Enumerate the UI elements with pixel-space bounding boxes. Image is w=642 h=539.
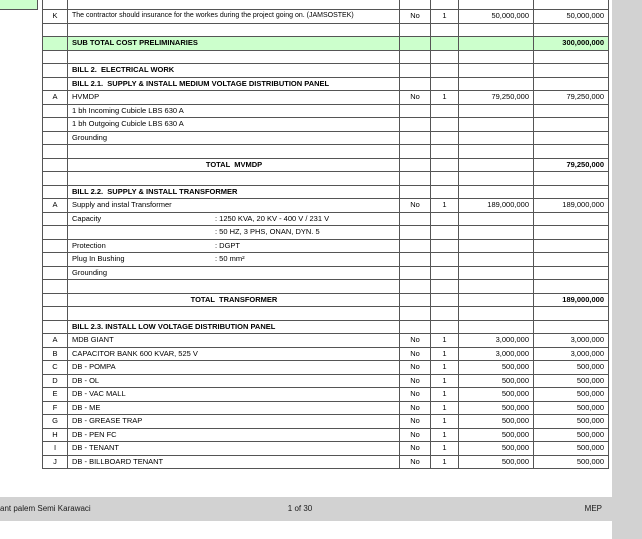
cell-total-price: 3,000,000 <box>534 348 609 362</box>
cell-qty <box>431 213 459 227</box>
cell-description: DB - POMPA <box>68 361 400 375</box>
cell-item-letter: G <box>42 415 68 429</box>
section-row <box>42 186 609 200</box>
cell-qty <box>431 51 459 65</box>
item-row <box>42 429 609 443</box>
table-row <box>42 132 609 146</box>
cell-unit: No <box>400 10 431 24</box>
cell-qty: 1 <box>431 91 459 105</box>
cell-qty <box>431 307 459 321</box>
spec-value: : DGPT <box>215 240 241 250</box>
cell-total-price: 300,000,000 <box>534 37 609 51</box>
cell-total-price <box>534 321 609 335</box>
cell-total-price: 500,000 <box>534 442 609 456</box>
cell-qty: 1 <box>431 442 459 456</box>
cell-description: BILL 2.2. SUPPLY & INSTALL TRANSFORMER <box>68 186 400 200</box>
cell-item-letter <box>42 186 68 200</box>
cell-unit <box>400 307 431 321</box>
cell-item-letter <box>42 240 68 254</box>
cell-qty: 1 <box>431 375 459 389</box>
item-row <box>42 456 609 470</box>
cell-item-letter <box>42 159 68 173</box>
cell-unit-price: 500,000 <box>459 456 534 470</box>
cell-unit <box>400 24 431 38</box>
cell-description: CAPACITOR BANK 600 KVAR, 525 V <box>68 348 400 362</box>
cell-qty: 1 <box>431 415 459 429</box>
cell-total-price <box>534 78 609 92</box>
table-row <box>42 145 609 159</box>
cell-item-letter <box>42 294 68 308</box>
section-row <box>42 78 609 92</box>
cell-unit-price <box>459 118 534 132</box>
cell-item-letter <box>42 78 68 92</box>
footer-discipline: MEP <box>584 504 602 513</box>
cell-description: DB - VAC MALL <box>68 388 400 402</box>
cell-description <box>68 145 400 159</box>
cell-qty <box>431 280 459 294</box>
cell-description <box>68 280 400 294</box>
cell-qty: 1 <box>431 334 459 348</box>
table-row <box>42 118 609 132</box>
cell-item-letter: C <box>42 361 68 375</box>
subtotal-row <box>42 37 609 51</box>
cell-total-price <box>534 145 609 159</box>
cell-unit <box>400 267 431 281</box>
cell-unit-price <box>459 51 534 65</box>
cell-total-price: 500,000 <box>534 375 609 389</box>
cell-qty <box>431 64 459 78</box>
cell-unit <box>400 240 431 254</box>
table-row <box>42 307 609 321</box>
cell-qty: 1 <box>431 402 459 416</box>
cell-unit <box>400 132 431 146</box>
cell-item-letter: A <box>42 334 68 348</box>
cell-description: DB - OL <box>68 375 400 389</box>
cell-unit-price <box>459 267 534 281</box>
item-row <box>42 375 609 389</box>
cell-unit-price: 3,000,000 <box>459 334 534 348</box>
cell-item-letter: J <box>42 456 68 470</box>
table-row <box>42 240 609 254</box>
cell-unit-price: 500,000 <box>459 442 534 456</box>
cell-total-price: 189,000,000 <box>534 199 609 213</box>
cell-unit-price <box>459 226 534 240</box>
cell-description: BILL 2.1. SUPPLY & INSTALL MEDIUM VOLTAGE DISTRIBUTION PANEL <box>68 78 400 92</box>
cell-total-price: 79,250,000 <box>534 91 609 105</box>
cell-description: Grounding <box>68 267 400 281</box>
cell-description <box>68 172 400 186</box>
cell-total-price: 500,000 <box>534 402 609 416</box>
cell-unit <box>400 294 431 308</box>
cell-unit-price: 500,000 <box>459 375 534 389</box>
cell-description: DB - TENANT <box>68 442 400 456</box>
item-row <box>42 361 609 375</box>
item-row <box>42 442 609 456</box>
cell-unit: No <box>400 442 431 456</box>
cell-item-letter <box>42 226 68 240</box>
cell-qty <box>431 118 459 132</box>
cell-unit-price <box>459 213 534 227</box>
cell-unit: No <box>400 375 431 389</box>
cell-unit-price <box>459 24 534 38</box>
cell-item-letter <box>42 105 68 119</box>
cell-qty: 1 <box>431 348 459 362</box>
table-row <box>42 253 609 267</box>
table-row <box>42 213 609 227</box>
footer-page-number: 1 of 30 <box>287 504 313 513</box>
cell-item-letter: D <box>42 375 68 389</box>
cell-unit <box>400 321 431 335</box>
cell-unit: No <box>400 199 431 213</box>
cell-qty: 1 <box>431 388 459 402</box>
table-row <box>42 226 609 240</box>
cell-item-letter <box>42 37 68 51</box>
spec-label: Capacity <box>72 213 102 223</box>
total-row <box>42 159 609 173</box>
cell-unit <box>400 37 431 51</box>
cell-description: MDB GIANT <box>68 334 400 348</box>
cell-total-price <box>534 105 609 119</box>
cell-item-letter <box>42 0 68 10</box>
cell-description: Supply and instal Transformer <box>68 199 400 213</box>
cell-unit <box>400 280 431 294</box>
cell-description: HVMDP <box>68 91 400 105</box>
cell-unit-price <box>459 37 534 51</box>
cell-description: Grounding <box>68 132 400 146</box>
cell-total-price: 189,000,000 <box>534 294 609 308</box>
item-row <box>42 91 609 105</box>
cell-unit: No <box>400 334 431 348</box>
cell-unit-price: 79,250,000 <box>459 91 534 105</box>
cell-description <box>68 24 400 38</box>
cell-total-price: 500,000 <box>534 456 609 470</box>
cell-item-letter <box>42 172 68 186</box>
cell-unit-price <box>459 132 534 146</box>
cell-unit-price: 50,000,000 <box>459 10 534 24</box>
spec-value: : 1250 KVA, 20 KV - 400 V / 231 V <box>215 213 330 223</box>
cell-total-price <box>534 267 609 281</box>
section-row <box>42 321 609 335</box>
spec-value: : 50 mm² <box>215 254 245 263</box>
cell-qty: 1 <box>431 199 459 213</box>
cell-unit: No <box>400 402 431 416</box>
cell-unit: No <box>400 388 431 402</box>
cell-unit-price <box>459 307 534 321</box>
cell-qty <box>431 132 459 146</box>
cell-description <box>68 240 400 254</box>
cell-total-price <box>534 0 609 10</box>
cell-unit-price <box>459 172 534 186</box>
cell-unit <box>400 172 431 186</box>
cell-item-letter: E <box>42 388 68 402</box>
cell-unit <box>400 78 431 92</box>
cell-description <box>68 0 400 10</box>
cell-qty <box>431 226 459 240</box>
spec-label: Protection <box>72 240 106 250</box>
cell-item-letter: B <box>42 348 68 362</box>
cell-unit: No <box>400 415 431 429</box>
cell-description <box>68 226 400 240</box>
cell-qty: 1 <box>431 456 459 470</box>
cell-item-letter <box>42 64 68 78</box>
cell-unit: No <box>400 361 431 375</box>
item-row <box>42 402 609 416</box>
cell-qty <box>431 78 459 92</box>
item-row <box>42 348 609 362</box>
cell-total-price <box>534 172 609 186</box>
item-row <box>42 334 609 348</box>
cell-unit-price <box>459 321 534 335</box>
footer-project-name: ant palem Semi Karawaci <box>0 504 91 513</box>
cell-qty <box>431 159 459 173</box>
cell-description: TOTAL TRANSFORMER <box>68 294 400 308</box>
cell-unit <box>400 226 431 240</box>
cell-unit <box>400 64 431 78</box>
cell-qty <box>431 186 459 200</box>
cell-unit-price <box>459 186 534 200</box>
cell-description: DB - GREASE TRAP <box>68 415 400 429</box>
cell-unit <box>400 186 431 200</box>
cell-item-letter <box>42 24 68 38</box>
cell-unit-price <box>459 78 534 92</box>
cell-total-price <box>534 280 609 294</box>
cell-item-letter <box>42 321 68 335</box>
cell-unit-price: 500,000 <box>459 402 534 416</box>
cell-description: DB - PEN FC <box>68 429 400 443</box>
cell-unit <box>400 0 431 10</box>
cell-total-price: 79,250,000 <box>534 159 609 173</box>
cell-unit-price: 500,000 <box>459 361 534 375</box>
cell-unit <box>400 118 431 132</box>
cell-qty <box>431 105 459 119</box>
cell-total-price <box>534 240 609 254</box>
cell-total-price <box>534 253 609 267</box>
item-row <box>42 10 609 24</box>
cell-total-price <box>534 24 609 38</box>
section-row <box>42 64 609 78</box>
cell-unit-price <box>459 64 534 78</box>
cell-item-letter <box>42 280 68 294</box>
cell-description: SUB TOTAL COST PRELIMINARIES <box>68 37 400 51</box>
cell-unit-price <box>459 159 534 173</box>
cell-unit-price: 500,000 <box>459 429 534 443</box>
cell-total-price <box>534 307 609 321</box>
cell-qty <box>431 240 459 254</box>
cell-qty <box>431 253 459 267</box>
cell-item-letter: I <box>42 442 68 456</box>
cell-item-letter <box>42 51 68 65</box>
cell-qty <box>431 267 459 281</box>
cell-unit <box>400 213 431 227</box>
cell-qty <box>431 0 459 10</box>
cell-unit: No <box>400 348 431 362</box>
table-row <box>42 105 609 119</box>
cell-total-price <box>534 118 609 132</box>
table-row <box>42 24 609 38</box>
cell-description <box>68 51 400 65</box>
cell-unit-price: 500,000 <box>459 388 534 402</box>
cell-unit-price <box>459 0 534 10</box>
cell-description: DB - ME <box>68 402 400 416</box>
cell-description <box>68 307 400 321</box>
cell-total-price: 500,000 <box>534 388 609 402</box>
clipped-row <box>42 0 609 10</box>
cell-item-letter <box>42 267 68 281</box>
cell-total-price <box>534 64 609 78</box>
item-row <box>42 415 609 429</box>
cell-total-price: 3,000,000 <box>534 334 609 348</box>
cell-item-letter: A <box>42 199 68 213</box>
item-row <box>42 388 609 402</box>
table-row <box>42 51 609 65</box>
cell-unit: No <box>400 91 431 105</box>
cell-qty <box>431 321 459 335</box>
cell-total-price: 500,000 <box>534 415 609 429</box>
cell-total-price <box>534 51 609 65</box>
cell-item-letter: A <box>42 91 68 105</box>
cell-total-price <box>534 132 609 146</box>
cell-description: BILL 2.3. INSTALL LOW VOLTAGE DISTRIBUTION PANEL <box>68 321 400 335</box>
cell-item-letter: K <box>42 10 68 24</box>
cell-total-price <box>534 186 609 200</box>
boq-table <box>42 0 609 469</box>
cell-unit <box>400 145 431 159</box>
cell-unit: No <box>400 456 431 470</box>
item-row <box>42 199 609 213</box>
cell-description: 1 bh Incoming Cubicle LBS 630 A <box>68 105 400 119</box>
table-row <box>42 172 609 186</box>
cell-description: DB - BILLBOARD TENANT <box>68 456 400 470</box>
cell-description: TOTAL MVMDP <box>68 159 400 173</box>
spec-value: : 50 HZ, 3 PHS, ONAN, DYN. 5 <box>215 227 320 236</box>
cell-item-letter <box>42 253 68 267</box>
next-page-edge <box>0 521 612 539</box>
cell-item-letter: F <box>42 402 68 416</box>
cell-qty: 1 <box>431 10 459 24</box>
cell-unit <box>400 105 431 119</box>
cell-description <box>68 213 400 227</box>
table-row <box>42 280 609 294</box>
cell-item-letter <box>42 118 68 132</box>
cell-qty: 1 <box>431 361 459 375</box>
cell-description: The contractor should insurance for the workes during the project going on. (JAMSOSTEK) <box>68 10 400 24</box>
cell-unit-price <box>459 105 534 119</box>
cell-unit-price: 189,000,000 <box>459 199 534 213</box>
cell-qty <box>431 145 459 159</box>
cell-unit <box>400 159 431 173</box>
cell-unit: No <box>400 429 431 443</box>
clipped-green-cell <box>0 0 38 10</box>
cell-total-price: 50,000,000 <box>534 10 609 24</box>
cell-item-letter <box>42 307 68 321</box>
cell-qty <box>431 37 459 51</box>
total-row <box>42 294 609 308</box>
cell-description <box>68 253 400 267</box>
cell-item-letter <box>42 213 68 227</box>
spec-label: Plug In Bushing <box>72 254 125 263</box>
cell-unit <box>400 253 431 267</box>
cell-unit-price <box>459 240 534 254</box>
table-row <box>42 267 609 281</box>
cell-unit-price: 3,000,000 <box>459 348 534 362</box>
cell-description: BILL 2. ELECTRICAL WORK <box>68 64 400 78</box>
cell-item-letter <box>42 145 68 159</box>
cell-qty <box>431 24 459 38</box>
cell-qty <box>431 172 459 186</box>
cell-description: 1 bh Outgoing Cubicle LBS 630 A <box>68 118 400 132</box>
cell-qty <box>431 294 459 308</box>
cell-total-price <box>534 213 609 227</box>
cell-unit-price <box>459 280 534 294</box>
cell-unit-price <box>459 145 534 159</box>
cell-item-letter: H <box>42 429 68 443</box>
cell-unit-price <box>459 294 534 308</box>
cell-total-price <box>534 226 609 240</box>
cell-total-price: 500,000 <box>534 429 609 443</box>
cell-total-price: 500,000 <box>534 361 609 375</box>
cell-unit-price <box>459 253 534 267</box>
cell-unit <box>400 51 431 65</box>
cell-item-letter <box>42 132 68 146</box>
cell-unit-price: 500,000 <box>459 415 534 429</box>
cell-qty: 1 <box>431 429 459 443</box>
